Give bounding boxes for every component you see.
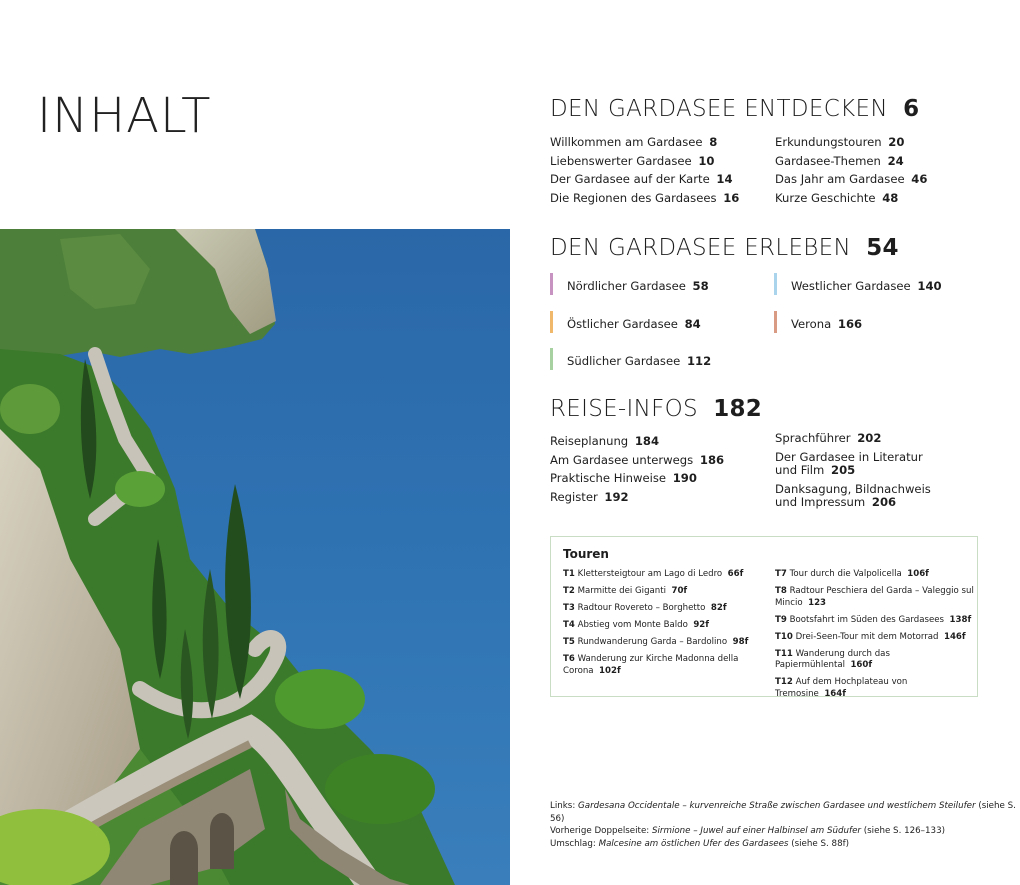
toc-entry[interactable]: Erkundungstouren 20 (775, 135, 905, 149)
tour-item[interactable]: T9 Bootsfahrt im Süden des Gardasees 138f (775, 614, 972, 625)
region-color-bar (774, 273, 777, 295)
tour-item[interactable]: T2 Marmitte dei Giganti 70f (563, 586, 688, 597)
region-color-bar (774, 311, 777, 333)
toc-entry[interactable]: Der Gardasee in Literatur und Film 205 (775, 450, 923, 477)
toc-entry[interactable]: Sprachführer 202 (775, 431, 882, 445)
page-title: INHALT (37, 88, 212, 144)
region-color-bar (550, 311, 553, 333)
toc-list-entdecken-left (550, 133, 739, 208)
tour-item[interactable]: T8 Radtour Peschiera del Garda – Valeggio sul Mincio 123 (775, 586, 974, 608)
caption-line: Vorherige Doppelseite: Sirmione – Juwel auf einer Halbinsel am Südufer (siehe S. 126–133) (550, 826, 945, 837)
region-entry-west[interactable]: Westlicher Gardasee 140 (774, 279, 942, 293)
toc-list-reise-right (775, 432, 931, 509)
region-entry-sued[interactable]: Südlicher Gardasee 112 (550, 354, 711, 368)
toc-entry[interactable]: Am Gardasee unterwegs 186 (550, 452, 725, 467)
caption-line: Links: Gardesana Occidentale – kurvenreiche Straße zwischen Gardasee und westlichem Steilufer (siehe S. 56) (550, 801, 1016, 824)
toc-entry[interactable]: Das Jahr am Gardasee 46 (775, 172, 928, 187)
region-entry-ost[interactable]: Östlicher Gardasee 84 (550, 317, 701, 331)
region-entry-nord[interactable]: Nördlicher Gardasee 58 (550, 279, 709, 293)
tour-item[interactable]: T7 Tour durch die Valpolicella 106f (775, 569, 929, 579)
toc-entry[interactable]: Liebenswerter Gardasee 10 (550, 153, 715, 168)
toc-entry[interactable]: Register 192 (550, 490, 629, 505)
tour-item[interactable]: T12 Auf dem Hochplateau von Tremosine 164f (775, 677, 908, 699)
tours-list-left (563, 569, 763, 683)
tour-item[interactable]: T11 Wanderung durch das Papiermühlental 160f (775, 648, 890, 671)
toc-entry[interactable]: Danksagung, Bildnachweis und Impressum 206 (775, 482, 931, 509)
section-title-erleben: DEN GARDASEE ERLEBEN 54 (550, 235, 899, 261)
tours-list-right (775, 569, 975, 706)
toc-entry[interactable]: Praktische Hinweise 190 (550, 471, 697, 486)
caption-line: Umschlag: Malcesine am östlichen Ufer des Gardasees (siehe S. 88f) (550, 838, 850, 849)
tour-item[interactable]: T6 Wanderung zur Kirche Madonna della Corona 102f (563, 654, 739, 676)
toc-entry[interactable]: Die Regionen des Gardasees 16 (550, 191, 740, 206)
tour-item[interactable]: T1 Klettersteigtour am Lago di Ledro 66f (563, 569, 744, 579)
photo-captions (550, 800, 1020, 850)
toc-list-entdecken-right (775, 133, 927, 208)
tour-item[interactable]: T3 Radtour Rovereto – Borghetto 82f (563, 603, 727, 614)
toc-entry[interactable]: Kurze Geschichte 48 (775, 191, 899, 206)
region-entry-verona[interactable]: Verona 166 (774, 317, 862, 331)
tour-item[interactable]: T5 Rundwanderung Garda – Bardolino 98f (563, 637, 749, 648)
section-title-entdecken: DEN GARDASEE ENTDECKEN 6 (550, 96, 920, 122)
toc-entry[interactable]: Willkommen am Gardasee 8 (550, 135, 718, 149)
toc-entry[interactable]: Reiseplanung 184 (550, 434, 660, 448)
section-title-reise-infos: REISE-INFOS 182 (550, 396, 763, 422)
region-color-bar (550, 273, 553, 295)
tour-item[interactable]: T10 Drei-Seen-Tour mit dem Motorrad 146f (775, 631, 966, 642)
toc-list-reise-left (550, 432, 724, 507)
lake-photo (0, 229, 510, 885)
toc-entry[interactable]: Der Gardasee auf der Karte 14 (550, 172, 733, 187)
region-color-bar (550, 348, 553, 370)
tours-box (550, 536, 978, 697)
toc-entry[interactable]: Gardasee-Themen 24 (775, 153, 904, 168)
tour-item[interactable]: T4 Abstieg vom Monte Baldo 92f (563, 620, 710, 631)
tours-title: Touren (563, 547, 609, 561)
